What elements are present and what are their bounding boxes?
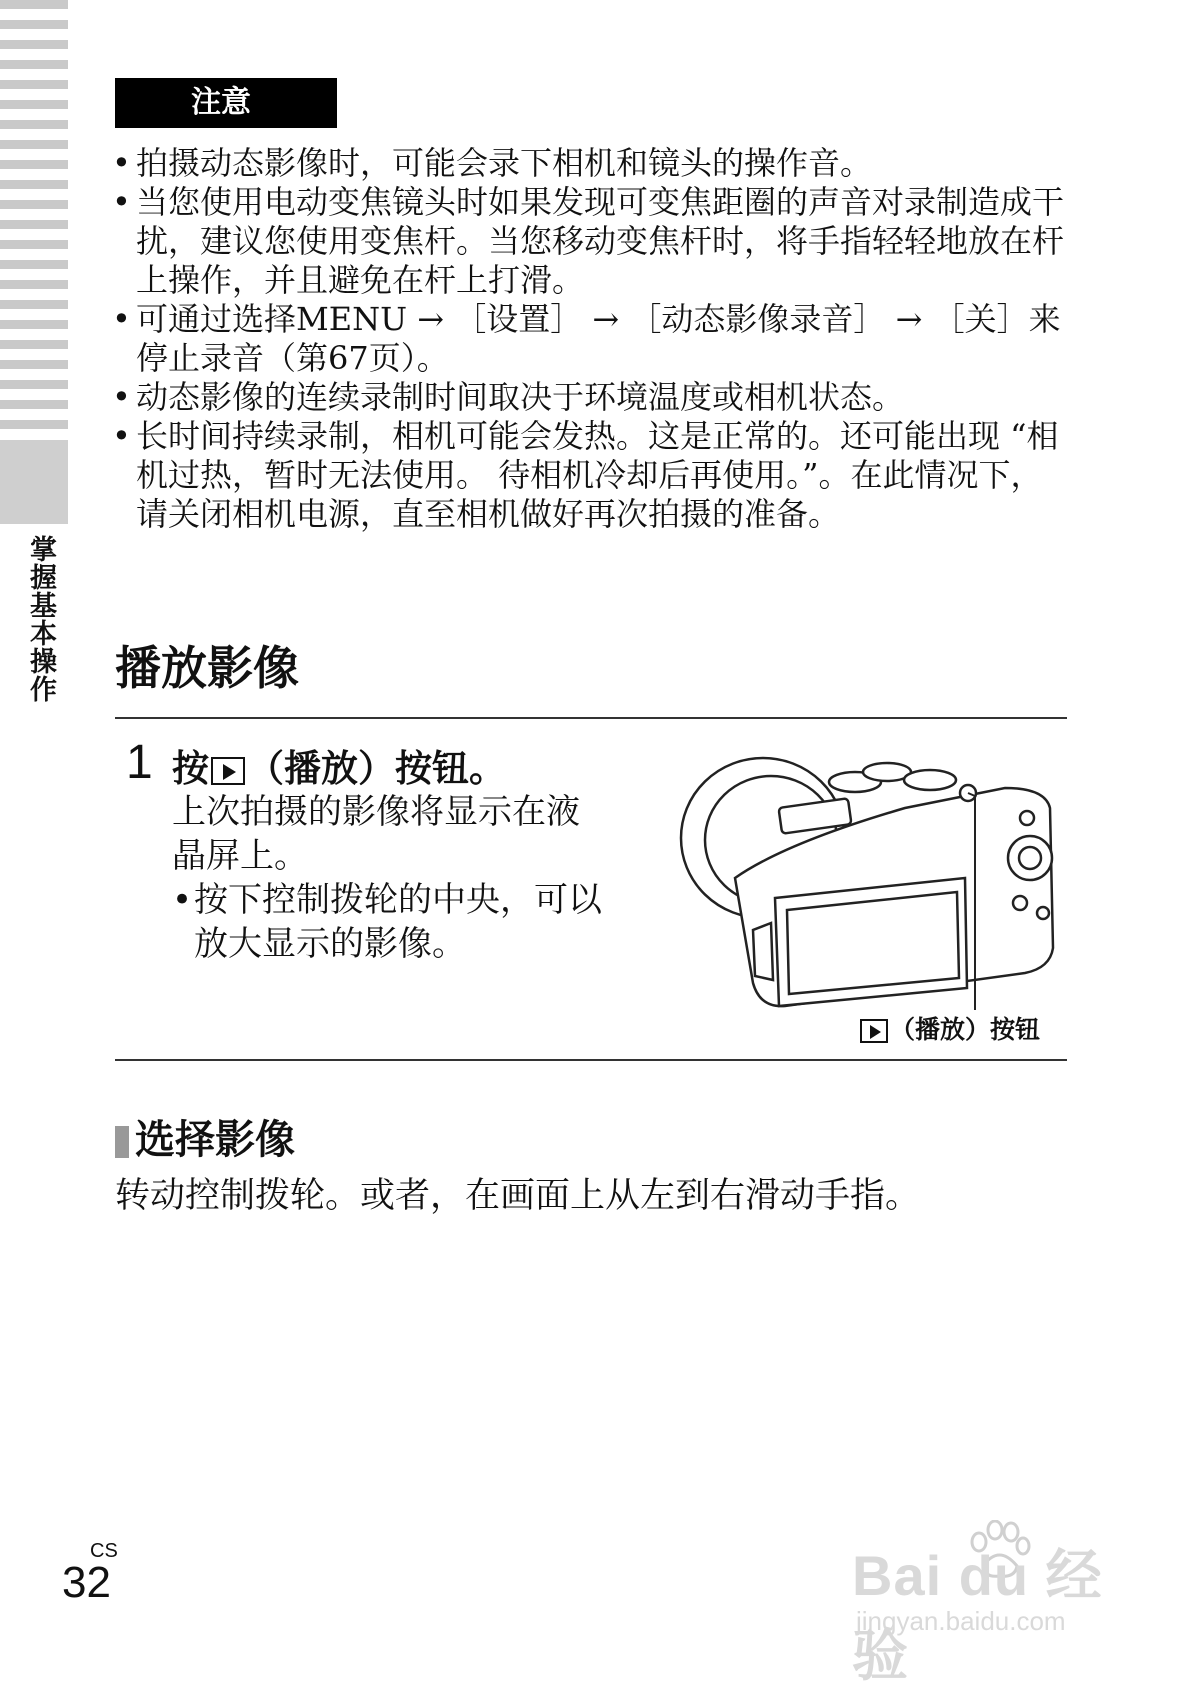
- watermark-logo: Bai du 经验: [852, 1544, 1103, 1687]
- notice-list: [112, 144, 1072, 534]
- subsection-text: 转动控制拨轮。或者，在画面上从左到右滑动手指。: [115, 1176, 921, 1216]
- watermark-url: jingyan.baidu.com: [856, 1606, 1066, 1636]
- heading-bar-icon: [115, 1126, 129, 1158]
- divider: [115, 1059, 1067, 1061]
- step-subnote: • 按下控制拨轮的中央，可以放大显示的影像。: [172, 880, 602, 964]
- notice-item: • 可通过选择MENU → ［设置］ → ［动态影像录音］ → ［关］来停止录音（第67页）。: [112, 300, 1061, 377]
- step-number: 1: [126, 736, 153, 789]
- watermark: [850, 1520, 1150, 1687]
- page-number: 32: [62, 1558, 111, 1607]
- play-icon: [211, 757, 245, 785]
- notice-item: • 拍摄动态影像时，可能会录下相机和镜头的操作音。: [112, 144, 873, 182]
- step-heading: 按 （播放）按钮。: [172, 747, 506, 790]
- step-text: 上次拍摄的影像将显示在液晶屏上。: [172, 792, 580, 876]
- side-tab-label: 掌握基本操作: [25, 535, 56, 703]
- divider: [115, 717, 1067, 719]
- section-title: 播放影像: [115, 641, 299, 695]
- notice-item: • 长时间持续录制，相机可能会发热。这是正常的。还可能出现 “相机过热，暂时无法使用。 待相机冷却后再使用。”。在此情况下，请关闭相机电源，直至相机做好再次拍摄的准备。: [112, 417, 1059, 533]
- notice-item: • 动态影像的连续录制时间取决于环境温度或相机状态。: [112, 378, 905, 416]
- side-stripes: [0, 0, 68, 430]
- figure-caption: （播放）按钮: [858, 1010, 1040, 1046]
- page-language-code: CS: [90, 1540, 118, 1562]
- notice-item: • 当您使用电动变焦镜头时如果发现可变焦距圈的声音对录制造成干扰，建议您使用变焦杆。当您移动变焦杆时，将手指轻轻地放在杆上操作，并且避免在杆上打滑。: [112, 183, 1065, 299]
- camera-illustration: [675, 748, 1067, 1018]
- play-icon: [860, 1019, 888, 1043]
- notice-heading: 注意: [115, 78, 337, 128]
- subsection-title: 选择影像: [115, 1108, 295, 1165]
- side-tab-block: [0, 440, 68, 524]
- step-body: [172, 790, 612, 966]
